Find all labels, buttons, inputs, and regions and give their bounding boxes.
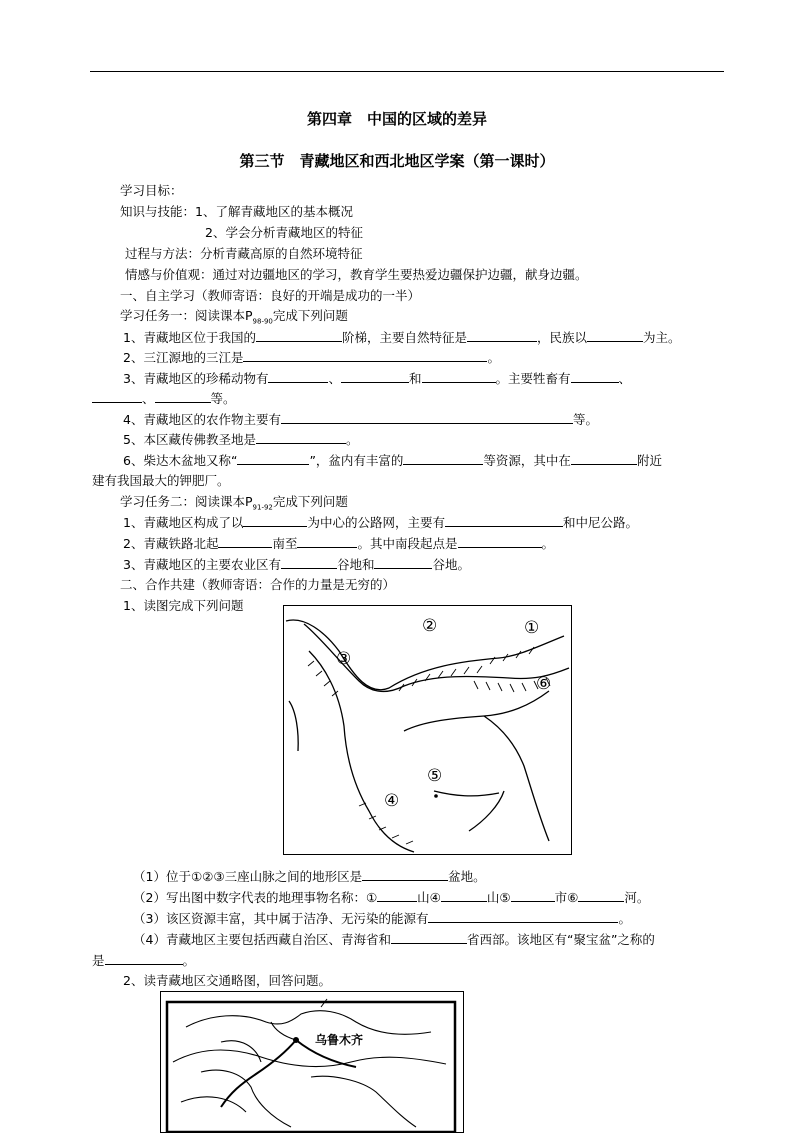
map-qinghai-tibet-drawing — [284, 606, 571, 854]
goal-process: 过程与方法：分析青藏高原的自然环境特征 — [125, 246, 363, 261]
blank[interactable] — [341, 370, 409, 383]
blank[interactable] — [256, 431, 346, 444]
map-transport-drawing — [161, 992, 463, 1132]
map2-title: 2、读青藏地区交通略图，回答问题。 — [123, 973, 331, 988]
blank[interactable] — [571, 452, 637, 465]
goal-knowledge-2: 2、学会分析青藏地区的特征 — [205, 225, 363, 240]
s1-line: （1）位于①②③三座山脉之间的地形区是 盆地。 — [133, 869, 486, 884]
part1-heading: 一、自主学习（教师寄语：良好的开端是成功的一半） — [120, 288, 421, 303]
goal-knowledge-1: 知识与技能：1、了解青藏地区的基本概况 — [120, 204, 353, 219]
t2q2-line: 2、青藏铁路北起 南至 。其中南段起点是 。 — [123, 536, 555, 551]
blank[interactable] — [571, 370, 619, 383]
map1-label-5: ⑤ — [427, 766, 443, 786]
t2q3-line: 3、青藏地区的主要农业区有 谷地和 谷地。 — [123, 557, 470, 572]
section-title: 第三节 青藏地区和西北地区学案（第一课时） — [239, 152, 555, 170]
blank[interactable] — [403, 452, 483, 465]
blank[interactable] — [281, 411, 573, 424]
s3-line: （3）该区资源丰富，其中属于洁净、无污染的能源有 。 — [133, 911, 631, 926]
blank[interactable] — [281, 556, 337, 569]
blank[interactable] — [467, 329, 537, 342]
q3-line: 3、青藏地区的珍稀动物有 、 和 。主要牲畜有 、 — [123, 371, 632, 386]
s2-line: （2）写出图中数字代表的地理事物名称：① 山④ 山⑤ 市⑥ 河。 — [133, 890, 650, 905]
blank[interactable] — [218, 535, 272, 548]
task1-line: 学习任务一：阅读课本$P_{98-90}$完成下列问题 — [120, 308, 348, 326]
map-transport — [160, 991, 464, 1133]
blank[interactable] — [391, 931, 467, 944]
blank[interactable] — [377, 889, 417, 902]
blank[interactable] — [511, 889, 555, 902]
blank[interactable] — [587, 329, 643, 342]
blank[interactable] — [441, 889, 487, 902]
map1-label-6: ⑥ — [536, 674, 552, 694]
blank[interactable] — [237, 452, 309, 465]
q3-line-cont: 、 等。 — [92, 390, 236, 407]
part2-heading: 二、合作共建（教师寄语：合作的力量是无穷的） — [120, 577, 396, 592]
t2q1-line: 1、青藏地区构成了以 为中心的公路网，主要有 和中尼公路。 — [123, 515, 638, 530]
header-rule — [90, 71, 724, 72]
blank[interactable] — [155, 390, 211, 403]
blank[interactable] — [105, 952, 183, 965]
task2-line: 学习任务二：阅读课本$P_{91-92}$完成下列问题 — [120, 494, 348, 512]
q4-line: 4、青藏地区的农作物主要有 等。 — [123, 412, 598, 427]
map1-label-3: ③ — [336, 649, 352, 669]
map2-label-urumqi: 乌鲁木齐 — [315, 1033, 364, 1047]
blank[interactable] — [578, 889, 624, 902]
blank[interactable] — [374, 556, 432, 569]
map1-label-4: ④ — [384, 791, 400, 811]
q1-line: 1、青藏地区位于我国的 阶梯，主要自然特征是 ，民族以 为主。 — [123, 330, 681, 345]
goals-heading: 学习目标： — [120, 183, 183, 198]
blank[interactable] — [297, 535, 357, 548]
map1-label-1: ① — [524, 618, 540, 638]
s4-line: （4）青藏地区主要包括西藏自治区、青海省和 省西部。该地区有“聚宝盆”之称的 — [133, 932, 655, 947]
blank[interactable] — [92, 390, 142, 403]
goal-emotion: 情感与价值观：通过对边疆地区的学习，教育学生要热爱边疆保护边疆，献身边疆。 — [125, 267, 588, 282]
blank[interactable] — [243, 349, 487, 362]
blank[interactable] — [256, 329, 342, 342]
map-qinghai-tibet — [283, 605, 572, 855]
blank[interactable] — [422, 370, 496, 383]
map1-title: 1、读图完成下列问题 — [123, 598, 244, 613]
q5-line: 5、本区藏传佛教圣地是 。 — [123, 432, 359, 447]
blank[interactable] — [362, 868, 448, 881]
blank[interactable] — [243, 514, 307, 527]
s4-line-cont: 是 。 — [92, 953, 196, 968]
blank[interactable] — [458, 535, 542, 548]
map1-label-2: ② — [422, 616, 438, 636]
chapter-title: 第四章 中国的区域的差异 — [306, 110, 487, 128]
q2-line: 2、三江源地的三江是 。 — [123, 350, 500, 365]
blank[interactable] — [445, 514, 563, 527]
q6-line: 6、柴达木盆地又称“ ”，盆内有丰富的 等资源，其中在 附近 — [123, 453, 662, 468]
q6-line-cont: 建有我国最大的钾肥厂。 — [92, 473, 230, 488]
blank[interactable] — [428, 910, 618, 923]
blank[interactable] — [268, 370, 328, 383]
